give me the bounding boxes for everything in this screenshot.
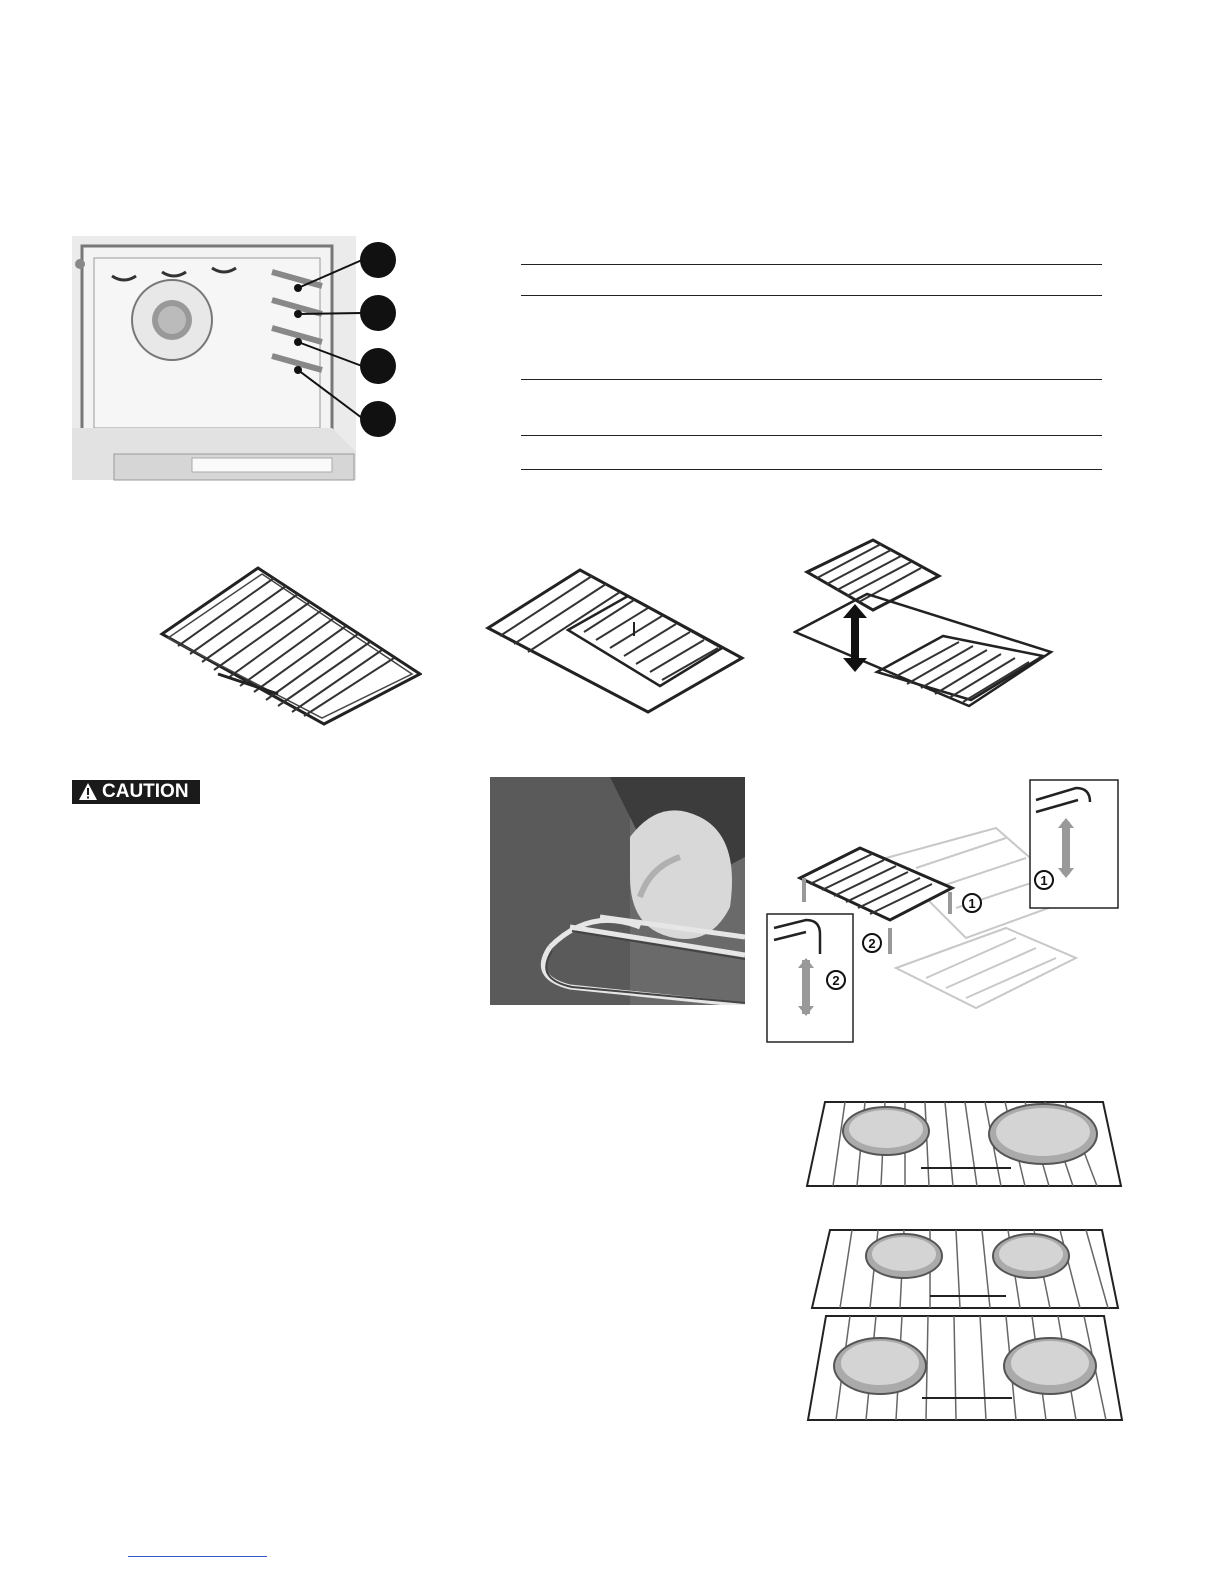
split-rack-install-figure: [766, 778, 1122, 1044]
split-rack-raised-figure: [793, 536, 1055, 722]
rack-handling-photo: [490, 777, 745, 1005]
footer-link-underline[interactable]: [128, 1556, 267, 1557]
svg-text:1: 1: [1040, 873, 1048, 888]
racks-four-pans-figure: [806, 1226, 1124, 1424]
callout-dot-2: [359, 294, 397, 332]
rack-two-pans-figure: [805, 1098, 1123, 1192]
svg-text:2: 2: [868, 936, 876, 951]
warning-icon: [78, 782, 98, 802]
callout-dot-4: [359, 400, 397, 438]
svg-text:1: 1: [968, 896, 976, 911]
table-rule-bottom: [521, 469, 1102, 470]
table-rule-top: [521, 264, 1102, 265]
flat-rack-figure: [158, 564, 422, 728]
callout-dot-3: [359, 347, 397, 385]
caution-text: CAUTION: [102, 781, 189, 802]
table-rule-row-2: [521, 435, 1102, 436]
callout-dot-1: [359, 241, 397, 279]
table-rule-header: [521, 295, 1102, 296]
svg-text:2: 2: [832, 973, 840, 988]
caution-label: [72, 780, 200, 804]
table-rule-row-1: [521, 379, 1102, 380]
split-rack-figure: [484, 566, 746, 716]
